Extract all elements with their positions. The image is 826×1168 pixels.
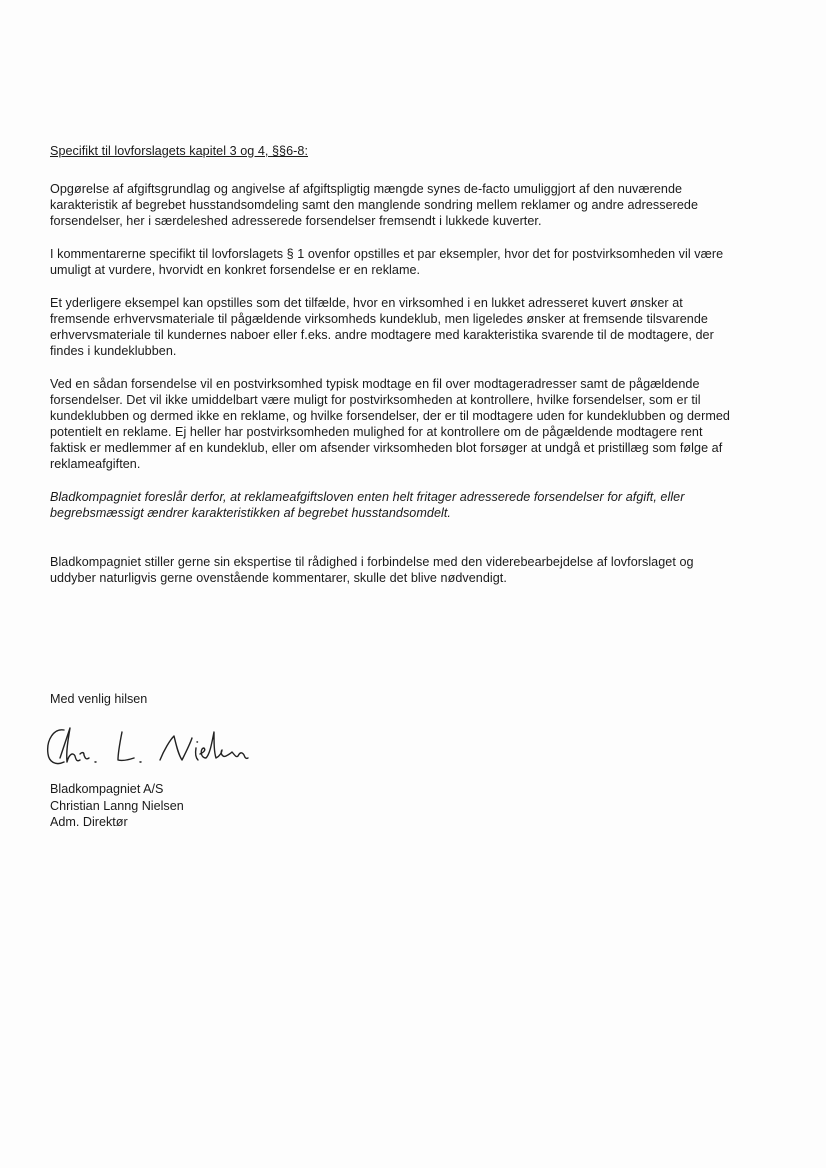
handwritten-signature <box>42 722 252 772</box>
signer-title: Adm. Direktør <box>50 815 128 829</box>
signer-block <box>50 781 184 831</box>
letter-body <box>50 143 740 603</box>
signer-name: Christian Lanng Nielsen <box>50 798 184 813</box>
closing-paragraph: Bladkompagniet stiller gerne sin ekspertise til rådighed i forbindelse med den viderebearbejdelse af lovforslaget og uddyber naturligvis gerne ovenstående kommentarer, skulle det blive nødvendigt. <box>50 555 694 585</box>
paragraph-4: Ved en sådan forsendelse vil en postvirksomhed typisk modtage en fil over modtageradresser samt de pågældende forsendelser. Det vil ikke umiddelbart være muligt for postvirksomheden at kontrollere, hvilke forsendelser, som er til kundeklubben og dermed ikke en reklame, og hvilke forsendelser, der er til modtagere uden for kundeklubben og dermed potentielt en reklame. Ej heller har postvirksomheden mulighed for at kontrollere om de pågældende modtagere rent faktisk er medlemmer af en kundeklub, eller om afsender virksomheden blot forsøger at undgå et pristillæg som følge af reklameafgiften. <box>50 377 730 471</box>
paragraph-2: I kommentarerne specifikt til lovforslagets § 1 ovenfor opstilles et par eksempler, hvor det for postvirksomheden vil være umuligt at vurdere, hvorvidt en konkret forsendelse er en reklame. <box>50 247 724 277</box>
paragraph-3: Et yderligere eksempel kan opstilles som det tilfælde, hvor en virksomhed i en lukket adresseret kuvert ønsker at fremsende erhvervsmateriale til pågældende virksomheds kundeklub, men ligeledes ønsker at fremsende tilsvarende erhvervsmateriale til kundernes naboer eller f.eks. andre modtagere med karakteristika svarende til de modtagere, der findes i kundeklubben. <box>50 296 714 358</box>
signer-company: Bladkompagniet A/S <box>50 782 164 796</box>
proposal-paragraph: Bladkompagniet foreslår derfor, at reklameafgiftsloven enten helt fritager adresserede forsendelser for afgift, eller begrebsmæssigt ændrer karakteristikken af begrebet husstandsomdelt. <box>50 490 685 520</box>
paragraph-1: Opgørelse af afgiftsgrundlag og angivelse af afgiftspligtig mængde synes de-facto umuliggjort af den nuværende karakteristik af begrebet husstandsomdeling samt den manglende sondring mellem reklamer og andre adresserede forsendelser, her i særdeleshed adresserede forsendelser fremsendt i lukkede kuverter. <box>50 182 699 228</box>
section-heading: Specifikt til lovforslagets kapitel 3 og 4, §§6-8: <box>50 144 309 158</box>
closing-greeting: Med venlig hilsen <box>50 692 148 706</box>
